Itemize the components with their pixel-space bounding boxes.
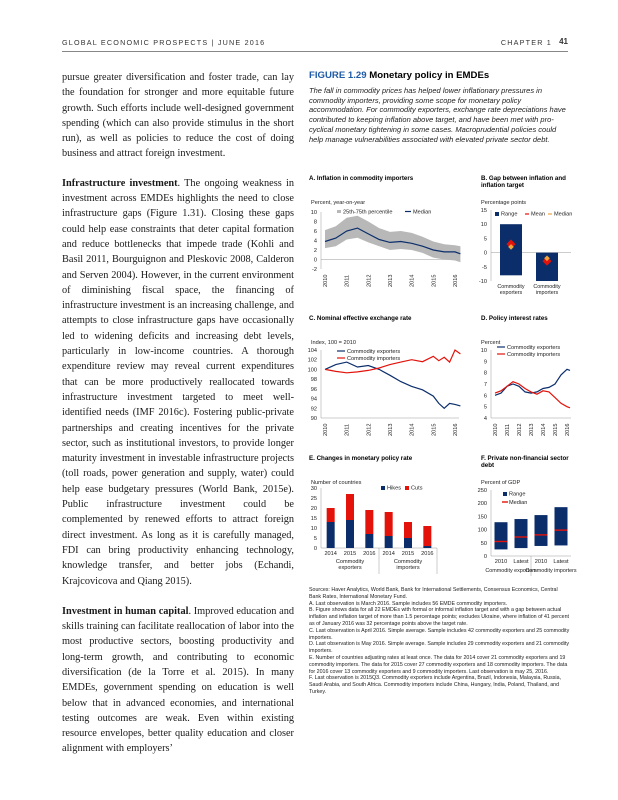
- x-tick-label: 2012: [517, 423, 523, 436]
- chapter-label: CHAPTER 1: [500, 38, 552, 47]
- paragraph-lead: Infrastructure investment: [62, 177, 178, 189]
- x-tick-label: 2010: [323, 274, 329, 287]
- y-tick-label: 92: [310, 406, 317, 413]
- group-label: Commodity: [393, 559, 423, 565]
- x-tick-label: 2015: [401, 551, 415, 557]
- legend-cuts-swatch: [405, 486, 409, 490]
- category-label: Commodity: [497, 284, 525, 290]
- y-tick-label: 30: [310, 486, 317, 492]
- running-header-title: GLOBAL ECONOMIC PROSPECTS | JUNE 2016: [62, 38, 266, 47]
- y-tick-label: 0: [313, 257, 317, 264]
- legend-median-label: Median: [413, 209, 432, 216]
- x-tick-label: 2016: [565, 423, 571, 436]
- x-tick-label: 2010: [534, 559, 548, 565]
- legend-cuts-label: Cuts: [411, 485, 423, 492]
- panel-e-unit: Number of countries: [311, 480, 362, 486]
- legend-range-swatch: [495, 212, 499, 216]
- y-tick-label: 25: [310, 496, 317, 502]
- y-tick-label: 100: [307, 367, 317, 374]
- figure-title-text: Monetary policy in EMDEs: [369, 70, 490, 81]
- cuts-bar: [327, 508, 335, 522]
- x-tick-label: 2012: [366, 274, 373, 287]
- group-label: Commodity exporters: [485, 568, 537, 574]
- paragraph-lead: Investment in human capital: [62, 605, 189, 617]
- y-tick-label: 4: [483, 416, 487, 422]
- y-tick-label: 6: [313, 229, 317, 235]
- y-tick-label: -5: [482, 264, 487, 271]
- running-header: [62, 38, 568, 50]
- exporters-line: [325, 362, 460, 408]
- legend-hikes-label: Hikes: [387, 485, 401, 492]
- figure-box: [309, 70, 569, 144]
- y-tick-label: 94: [310, 396, 317, 403]
- panel-c-unit: Index, 100 = 2010: [311, 340, 356, 346]
- paragraph-text: . The ongoing weakness in investment across EMDEs highlights the need to close infrastructure gaps (Figure 1.31). Closing these gaps could help ease constraints that deter capital formation and reduce bottlenecks that impede trade (Kohli and Basil 2011, Bourguignon and Pleskovic 2008, Calderon and Serven 2004). However, in the current environment of diminishing fiscal space, the financing of infrastructure investment is an increasing challenge, and attempts to close infrastructure gaps have occasionally led to widening deficits and increasing debt levels, particularly in low-income countries. A thorough expenditure review may reveal current expenditures that can be more productively reallocated towards infrastructure investment targeted to meet well-identified needs (IMF 2016c). Fostering public-private partnerships and creating incentives for the private sector, such as institutional investors, to provide longer maturity investment in investable infrastructure projects (toll roads, power generation and supply, water) could help ease budgetary pressures (World Bank, 2015e). Public infrastructure investment could be complemented by renewed efforts to attract foreign direct investment. As long as it is carefully managed, FDI can bring productivity enhancing technology, knowledge transfer, and better jobs (Echandi, Krajcovicova and Qiang 2015).: [62, 177, 294, 587]
- figure-title: [309, 70, 569, 81]
- y-tick-label: 50: [480, 540, 487, 547]
- legend-range-label: Range: [501, 211, 518, 218]
- panel-c-title: C. Nominal effective exchange rate: [309, 315, 412, 322]
- y-tick-label: 7: [483, 382, 487, 388]
- x-tick-label: 2016: [453, 274, 459, 287]
- legend-hikes-swatch: [381, 486, 385, 490]
- range-bar: [535, 515, 548, 546]
- x-tick-label: 2016: [421, 551, 434, 557]
- x-tick-label: 2010: [323, 423, 329, 436]
- legend-importers-label: Commodity importers: [507, 352, 561, 358]
- y-tick-label: 5: [313, 536, 317, 542]
- body-paragraph: pursue greater diversification and foster trade, can lay the foundation for stronger and more equitable future growth. Such efforts include well-designed government spending (which can also provide stimulus in the short run), as well as policies to reduce the cost of doing business and attract foreign investment.: [62, 72, 294, 160]
- y-tick-label: 90: [310, 416, 317, 422]
- category-label: importers: [535, 290, 559, 296]
- panel-b-unit: Percentage points: [481, 200, 527, 206]
- chart-inflation-gap: [478, 198, 573, 304]
- y-tick-label: 5: [483, 404, 487, 411]
- legend-median-label: Median: [554, 211, 573, 218]
- percentile-band: [325, 216, 460, 262]
- y-tick-label: -2: [312, 267, 317, 273]
- y-tick-label: -10: [478, 279, 487, 285]
- y-tick-label: 98: [310, 377, 317, 384]
- legend-range-swatch: [503, 492, 507, 496]
- y-tick-label: 100: [477, 527, 487, 534]
- y-tick-label: 10: [480, 222, 487, 229]
- panel-d-unit: Percent: [481, 340, 501, 346]
- chart-exchange-rate: [309, 338, 469, 444]
- x-tick-label: 2010: [493, 423, 499, 436]
- group-label: importers: [396, 565, 420, 571]
- note-line: D. Last observation is May 2016. Simple average. Sample includes 29 commodity exporters and 21 commodity importers.: [309, 641, 569, 655]
- range-bar: [555, 507, 568, 545]
- panel-e-title: E. Changes in monetary policy rate: [309, 455, 413, 462]
- y-tick-label: 0: [483, 554, 487, 560]
- chart-inflation-importers: [309, 198, 469, 304]
- range-bar: [515, 519, 528, 548]
- legend-range-label: Range: [509, 491, 526, 498]
- x-tick-label: 2015: [343, 551, 357, 557]
- chart-policy-rate-changes: [309, 478, 469, 582]
- y-tick-label: 96: [310, 386, 317, 393]
- y-tick-label: 5: [483, 236, 487, 243]
- note-line: C. Last observation is April 2016. Simple average. Sample includes 42 commodity exporters and 25 commodity importers.: [309, 627, 570, 641]
- figure-number: FIGURE 1.29: [309, 70, 367, 81]
- y-tick-label: 9: [483, 359, 487, 366]
- y-tick-label: 0: [483, 250, 487, 257]
- x-tick-label: 2014: [382, 551, 395, 557]
- y-tick-label: 150: [477, 514, 487, 521]
- cuts-bar: [365, 510, 373, 534]
- panel-a-unit: Percent, year-on-year: [311, 200, 366, 206]
- panel-d-title: D. Policy interest rates: [481, 315, 548, 322]
- y-tick-label: 102: [307, 357, 317, 364]
- y-tick-label: 2: [313, 248, 317, 254]
- range-bar: [495, 522, 508, 549]
- hikes-bar: [385, 536, 393, 548]
- category-label: exporters: [499, 290, 523, 296]
- x-tick-label: 2011: [505, 423, 511, 436]
- hikes-bar: [404, 538, 412, 548]
- y-tick-label: 10: [310, 210, 317, 216]
- legend-median-label: Median: [509, 500, 528, 506]
- chart-policy-rates: [481, 338, 573, 444]
- y-tick-label: 8: [313, 219, 317, 226]
- y-tick-label: 104: [307, 348, 317, 354]
- cuts-bar: [385, 512, 393, 536]
- group-label: Commodity: [335, 559, 365, 565]
- x-tick-label: 2014: [409, 423, 416, 436]
- y-tick-label: 10: [480, 348, 487, 354]
- y-tick-label: 20: [310, 506, 317, 512]
- y-tick-label: 10: [310, 526, 317, 532]
- paragraph-text: . Improved education and skills training can facilitate reallocation of labor into the most productive sectors, boosting productivity and long-term growth, and contributing to economic diversification (de la Torre et al. 2015). In many EMDEs, government spending on education is well below that in advanced economies, and international testing outcomes are weak. Even within existing resource envelopes, better quality education and closer alignment with employers’: [62, 605, 294, 755]
- x-tick-label: 2010: [494, 559, 508, 565]
- y-tick-label: 250: [477, 488, 487, 494]
- legend-band-swatch: [337, 210, 341, 213]
- panel-a-title: A. Inflation in commodity importers: [309, 175, 414, 182]
- note-line: Sources: Haver Analytics, World Bank, Bank for International Settlements, Consensus Economics, Central Bank Rates, International Monetary Fund.: [309, 587, 558, 600]
- x-tick-label: 2014: [324, 551, 337, 557]
- note-line: F. Last observation is 2015Q3. Commodity exporters include Argentina, Brazil, Indonesia, Malaysia, Russia, Saudi Arabia, and South Africa. Commodity importers include China, Hungary, India, Poland, Thailand, and Turkey.: [309, 675, 562, 695]
- panel-b-title: B. Gap between inflation and inflation target: [481, 175, 566, 189]
- x-tick-label: 2015: [431, 274, 438, 287]
- note-line: E. Number of countries adjusting rates at least once. The data for 2014 cover 21 commodity exporters and 19 commodity importers. The data for 2015 cover 27 commodity exporters and 18 commodity importers. The data for 2016 cover 13 commodity exporters and 9 commodity importers. Last observation is may 25, 2016.: [309, 654, 568, 675]
- page-number: 41: [559, 37, 568, 46]
- x-tick-label: 2013: [388, 274, 394, 287]
- legend-exporters-label: Commodity exporters: [507, 345, 561, 351]
- panel-f-title: F. Private non-financial sector debt: [481, 455, 569, 469]
- legend-exporters-label: Commodity exporters: [347, 349, 401, 355]
- y-tick-label: 0: [313, 546, 317, 552]
- legend-band-label: 25th-75th percentile: [343, 209, 393, 216]
- note-line: A. Last observation is March 2016. Sample includes 56 EMDE commodity importers.: [309, 600, 508, 607]
- x-tick-label: Latest: [513, 559, 529, 565]
- cuts-bar: [423, 526, 431, 546]
- x-tick-label: 2011: [344, 423, 351, 436]
- range-bar: [500, 224, 522, 275]
- x-tick-label: 2016: [363, 551, 376, 557]
- body-paragraph: [62, 604, 294, 757]
- header-rule: [62, 51, 568, 52]
- cuts-bar: [346, 494, 354, 520]
- y-tick-label: 6: [483, 393, 487, 400]
- importers-line: [495, 382, 570, 408]
- y-tick-label: 8: [483, 370, 487, 377]
- body-text-column: [62, 70, 294, 772]
- x-tick-label: 2014: [541, 423, 547, 436]
- y-tick-label: 15: [310, 516, 317, 522]
- group-label: exporters: [338, 565, 362, 571]
- x-tick-label: 2015: [553, 423, 559, 436]
- y-tick-label: 200: [477, 501, 487, 508]
- hikes-bar: [365, 534, 373, 548]
- x-tick-label: 2015: [431, 423, 438, 436]
- x-tick-label: Latest: [553, 559, 569, 565]
- cuts-bar: [404, 522, 412, 538]
- x-tick-label: 2014: [409, 274, 416, 287]
- legend-importers-label: Commodity importers: [347, 356, 401, 362]
- exporters-line: [495, 369, 570, 395]
- x-tick-label: 2012: [366, 423, 373, 436]
- panel-f-unit: Percent of GDP: [481, 480, 521, 486]
- legend-mean-label: Mean: [531, 211, 545, 218]
- note-line: B. Figure shows data for all 22 EMDEs with formal or informal inflation target and with a gap between actual inflation and inflation target of more than 1.5 percentage points; excludes Ukraine, where inflation of 41 percent as of January 2016 was 32 percentage points above the target rate.: [309, 607, 570, 627]
- y-tick-label: 15: [480, 208, 487, 214]
- body-paragraph: [62, 176, 294, 589]
- chart-private-debt: [477, 478, 577, 582]
- category-label: Commodity: [533, 284, 561, 290]
- x-tick-label: 2011: [344, 274, 351, 287]
- x-tick-label: 2013: [388, 423, 394, 436]
- x-tick-label: 2016: [453, 423, 459, 436]
- hikes-bar: [327, 522, 335, 548]
- y-tick-label: 4: [313, 238, 317, 245]
- figure-subtitle: The fall in commodity prices has helped lower inflationary pressures in commodity importers, providing some scope for monetary policy accommodation. For commodity exporters, exchange rate depreciations have contributed to keeping inflation above target, and have been met with pro-cyclical monetary tightening in some cases. Macroprudential policies could help manage vulnerabilities associated with elevated private sector debt.: [309, 86, 566, 144]
- hikes-bar: [346, 520, 354, 548]
- hikes-bar: [423, 546, 431, 548]
- group-label: Commodity importers: [525, 568, 577, 574]
- figure-notes: [309, 587, 571, 696]
- x-tick-label: 2013: [529, 423, 535, 436]
